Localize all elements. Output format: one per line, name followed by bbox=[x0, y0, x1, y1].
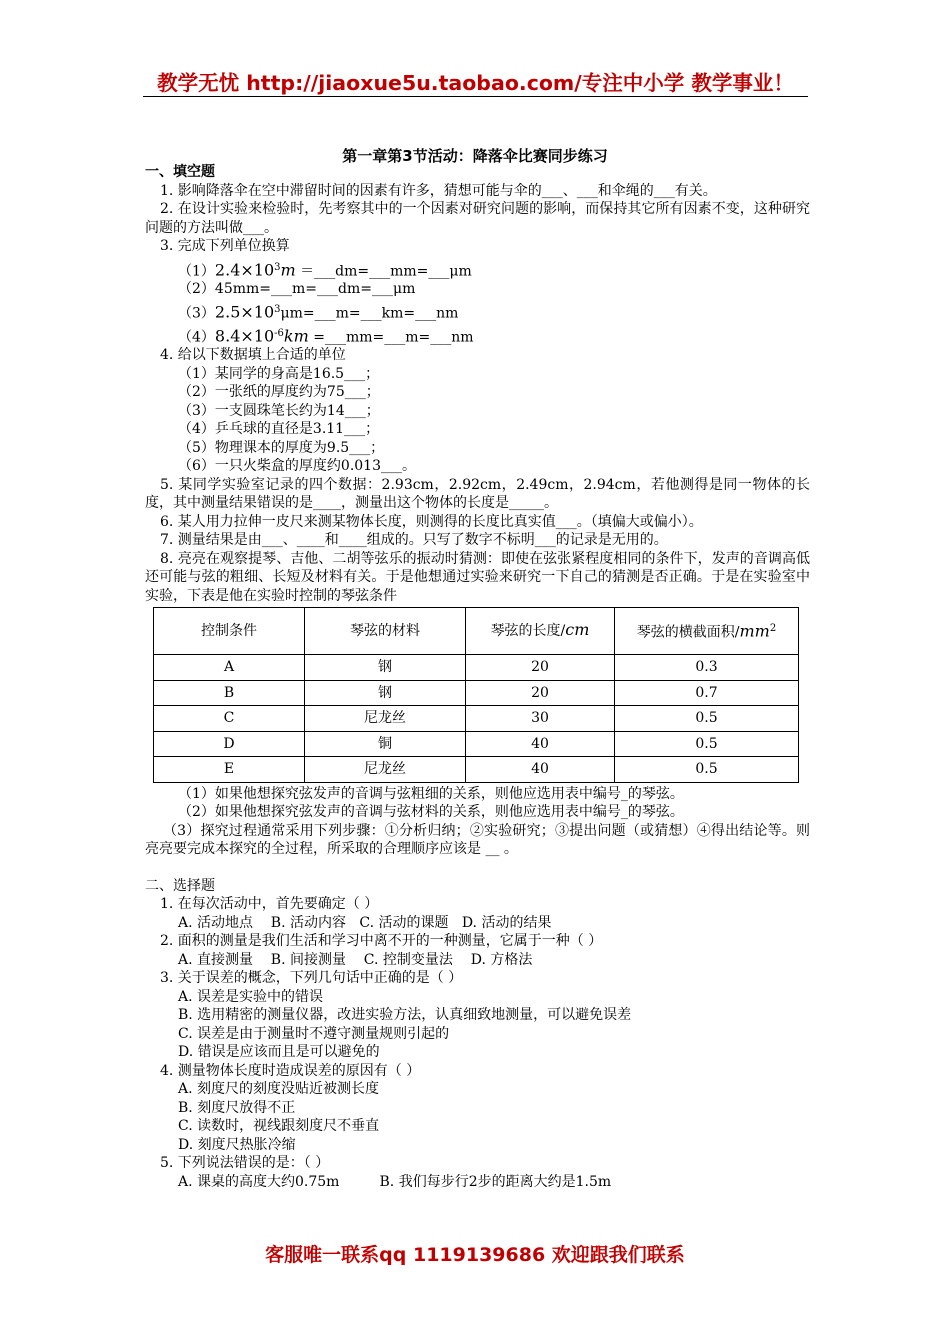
choice-question-1: 1. 在每次活动中，首先要确定（ ） bbox=[160, 896, 379, 912]
header-label: 琴弦的横截面积/ bbox=[636, 624, 740, 641]
table-cell: 0.5 bbox=[615, 731, 799, 757]
choice-option: A. 刻度尺的刻度没贴近被测长度 bbox=[178, 1081, 380, 1097]
math-expression: 8.4×10 bbox=[214, 326, 275, 346]
unit-item: （1）某同学的身高是16.5___； bbox=[178, 365, 380, 382]
choice-option: A. 误差是实验中的错误 bbox=[178, 988, 324, 1005]
table-row bbox=[154, 757, 799, 783]
page-title: 第一章第3节活动：降落伞比赛同步练习 bbox=[342, 147, 608, 165]
table-cell: 30 bbox=[466, 706, 615, 732]
choice-options: A. 活动地点 B. 活动内容 C. 活动的课题 D. 活动的结果 bbox=[178, 914, 552, 931]
choice-question-5: 5. 下列说法错误的是：（ ） bbox=[160, 1155, 330, 1171]
unit-item: （2）一张纸的厚度约为75___； bbox=[178, 384, 380, 400]
choice-question-3: 3. 关于误差的概念，下列几句话中正确的是（ ） bbox=[160, 970, 463, 986]
unit-symbol: cm bbox=[565, 620, 590, 640]
question-8: 8. 亮亮在观察提琴、吉他、二胡等弦乐的振动时猜测：即使在弦张紧程度相同的条件下，发声的音调高低还可能与弦的粗细、长短及材料有关。于是他想通过实验来研究一下自己的猜测是否正确。于是在实验室中实验，下表是他在实验时控制的琴弦条件 bbox=[145, 550, 810, 604]
table-cell: A bbox=[154, 655, 305, 681]
item-number: （1） bbox=[178, 263, 215, 280]
choice-options: A. 课桌的高度大约0.75m B. 我们每步行2步的距离大约是1.5m bbox=[178, 1173, 612, 1190]
table-cell: 铜 bbox=[305, 731, 466, 757]
table-header-cell: 琴弦的材料 bbox=[305, 608, 466, 655]
table-cell: C bbox=[154, 706, 305, 732]
table-cell: D bbox=[154, 731, 305, 757]
header-banner: 教学无忧 http://jiaoxue5u.taobao.com/专注中小学 教学事业！ bbox=[157, 71, 794, 95]
exponent: 3 bbox=[274, 261, 281, 273]
section-heading-fill: 一、填空题 bbox=[145, 164, 215, 180]
header-divider bbox=[143, 96, 808, 97]
document-body bbox=[145, 163, 810, 1191]
choice-option: B. 刻度尺放得不正 bbox=[178, 1099, 296, 1116]
table-cell: 钢 bbox=[305, 680, 466, 706]
table-cell: 钢 bbox=[305, 655, 466, 681]
math-expression: 2.5×10 bbox=[214, 302, 275, 322]
table-cell: 40 bbox=[466, 757, 615, 783]
unit-conversion-4 bbox=[145, 322, 810, 346]
question-2: 2. 在设计实验来检验时，先考察其中的一个因素对研究问题的影响，而保持其它所有因素不变，这种研究问题的方法叫做___。 bbox=[145, 201, 810, 236]
table-cell: 20 bbox=[466, 655, 615, 681]
table-cell: 20 bbox=[466, 680, 615, 706]
footer-contact: 客服唯一联系qq 1119139686 欢迎跟我们联系 bbox=[265, 1244, 685, 1266]
choice-options: A. 直接测量 B. 间接测量 C. 控制变量法 D. 方格法 bbox=[178, 951, 533, 968]
table-row bbox=[154, 655, 799, 681]
table-row bbox=[154, 731, 799, 757]
unit-item: （4）乒乓球的直径是3.11___； bbox=[178, 421, 380, 437]
table-cell: 40 bbox=[466, 731, 615, 757]
table-cell: 0.5 bbox=[615, 757, 799, 783]
unit-item: （3）一支圆珠笔长约为14___； bbox=[178, 402, 380, 419]
table-cell: 0.5 bbox=[615, 706, 799, 732]
unit-symbol: mm bbox=[739, 621, 770, 641]
table-row bbox=[154, 680, 799, 706]
choice-option: C. 误差是由于测量时不遵守测量规则引起的 bbox=[178, 1025, 450, 1042]
choice-option: B. 选用精密的测量仪器，改进实验方法，认真细致地测量，可以避免误差 bbox=[178, 1007, 632, 1023]
exponent: 3 bbox=[274, 304, 281, 315]
question-8-2: （2）如果他想探究弦发声的音调与弦材料的关系，则他应选用表中编号_的琴弦。 bbox=[178, 804, 684, 820]
choice-question-4: 4. 测量物体长度时造成误差的原因有（ ） bbox=[160, 1062, 421, 1079]
conversion-blanks: μm=___m=___km=___nm bbox=[280, 305, 459, 322]
table-cell: 尼龙丝 bbox=[305, 757, 466, 783]
unit-symbol: m bbox=[280, 260, 296, 280]
question-3: 3. 完成下列单位换算 bbox=[160, 238, 290, 254]
exponent: 2 bbox=[769, 622, 777, 634]
conversion-blanks: =___mm=___m=___nm bbox=[308, 329, 474, 346]
table-row bbox=[154, 706, 799, 732]
string-conditions-table bbox=[153, 607, 799, 783]
table-header-row bbox=[154, 608, 799, 655]
choice-option: C. 读数时，视线跟刻度尺不垂直 bbox=[178, 1118, 380, 1134]
question-8-1: （1）如果他想探究弦发声的音调与弦粗细的关系，则他应选用表中编号_的琴弦。 bbox=[178, 785, 684, 802]
unit-symbol: km bbox=[283, 326, 309, 346]
unit-conversion-2: （2）45mm=___m=___dm=___μm bbox=[178, 280, 416, 297]
conversion-blanks: ＝___dm=___mm=___μm bbox=[295, 263, 472, 280]
table-header-cell bbox=[615, 608, 799, 655]
table-cell: 0.3 bbox=[615, 655, 799, 681]
choice-option: D. 错误是应该而且是可以避免的 bbox=[178, 1044, 380, 1060]
item-number: （4） bbox=[178, 329, 215, 346]
question-4: 4. 给以下数据填上合适的单位 bbox=[160, 347, 346, 363]
table-cell: B bbox=[154, 680, 305, 706]
question-1: 1. 影响降落伞在空中滞留时间的因素有许多，猜想可能与伞的___、___和伞绳的___有关。 bbox=[160, 182, 717, 199]
question-8-3: （3）探究过程通常采用下列步骤：①分析归纳；②实验研究；③提出问题（或猜想）④得出结论等。则亮亮要完成本探究的全过程，所采取的合理顺序应该是 __ 。 bbox=[145, 822, 810, 857]
table-header-cell: 控制条件 bbox=[154, 608, 305, 655]
choice-question-2: 2. 面积的测量是我们生活和学习中离不开的一种测量，它属于一种（ ） bbox=[160, 933, 603, 949]
table-cell: E bbox=[154, 757, 305, 783]
table-cell: 0.7 bbox=[615, 680, 799, 706]
table-cell: 尼龙丝 bbox=[305, 706, 466, 732]
question-7: 7. 测量结果是由___、____和____组成的。只写了数字不标明___的记录是无用的。 bbox=[160, 532, 668, 548]
item-number: （3） bbox=[178, 305, 215, 322]
unit-conversion-3 bbox=[145, 298, 810, 322]
header-label: 琴弦的长度/ bbox=[490, 623, 566, 640]
exponent: -6 bbox=[274, 328, 284, 339]
math-expression: 2.4×10 bbox=[214, 260, 275, 280]
table-header-cell bbox=[466, 608, 615, 655]
unit-item: （6）一只火柴盒的厚度约0.013___。 bbox=[178, 458, 416, 474]
question-6: 6. 某人用力拉伸一皮尺来测某物体长度，则测得的长度比真实值___。（填偏大或偏小）。 bbox=[160, 513, 703, 530]
unit-item: （5）物理课本的厚度为9.5___； bbox=[178, 439, 385, 456]
choice-option: D. 刻度尺热胀冷缩 bbox=[178, 1136, 296, 1153]
question-5: 5. 某同学实验室记录的四个数据：2.93cm，2.92cm，2.49cm，2.94cm，若他测得是同一物体的长度，其中测量结果错误的是____，测量出这个物体的长度是_____。 bbox=[145, 476, 810, 511]
section-heading-choice: 二、选择题 bbox=[145, 877, 215, 894]
unit-conversion-1 bbox=[145, 256, 810, 280]
